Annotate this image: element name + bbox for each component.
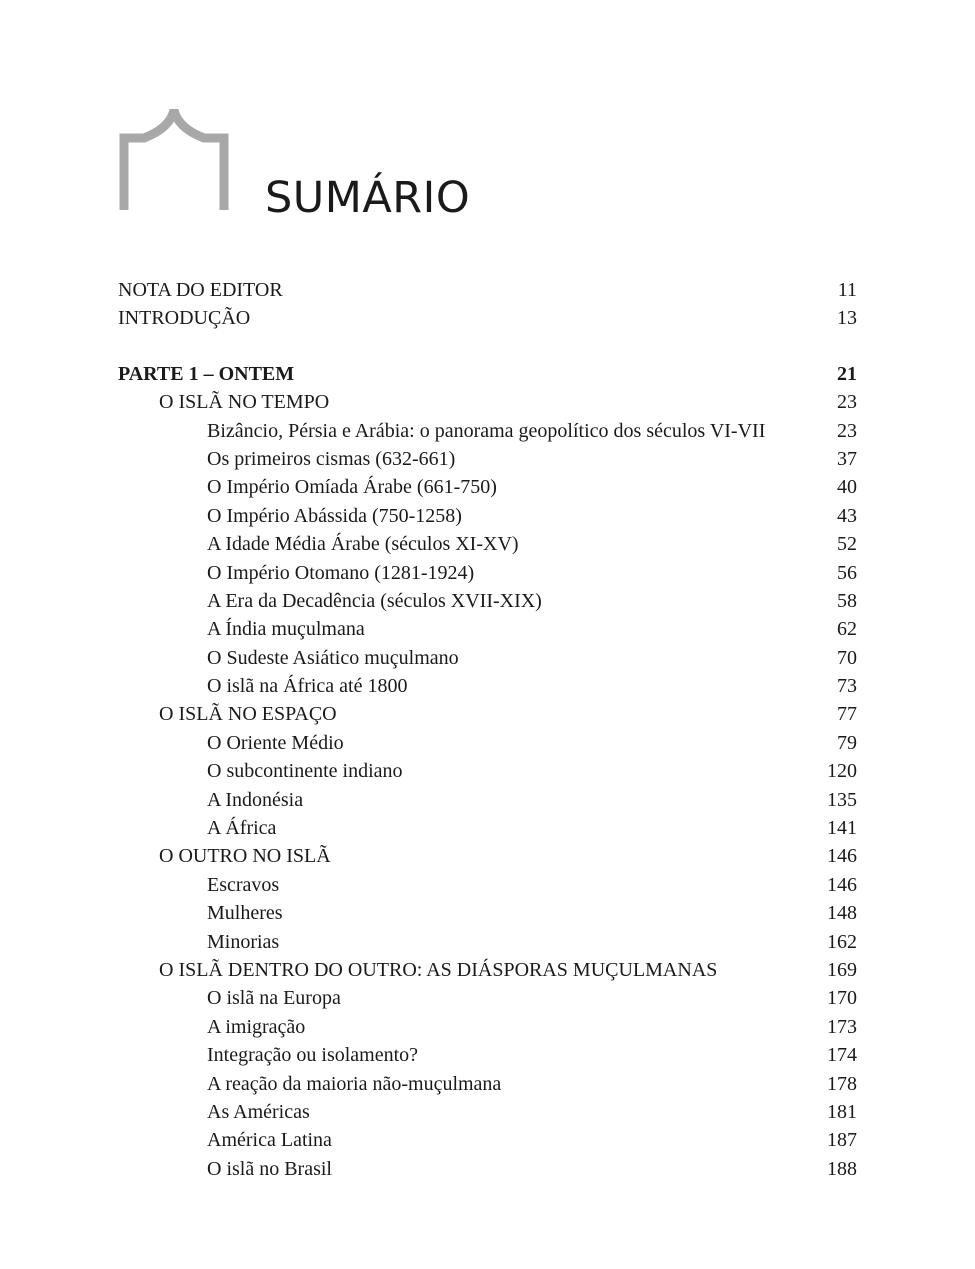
- toc-entry-label: INTRODUÇÃO: [118, 307, 251, 330]
- toc-page-number: 23: [837, 419, 857, 442]
- toc-section: [118, 956, 857, 984]
- toc-entry-label: PARTE 1 – ONTEM: [118, 362, 295, 385]
- toc-entry-label: A África: [207, 817, 277, 840]
- toc-entry-label: Mulheres: [207, 902, 283, 925]
- toc-page-number: 187: [827, 1129, 857, 1152]
- toc-entry-label: O ISLÃ NO ESPAÇO: [159, 703, 337, 726]
- toc-entry-label: Bizâncio, Pérsia e Arábia: o panorama geopolítico dos séculos VI-VII: [207, 419, 766, 442]
- toc-subsection: [118, 984, 857, 1012]
- toc-subsection: [118, 644, 857, 672]
- toc-subsection: [118, 1155, 857, 1183]
- toc-subsection: [118, 559, 857, 587]
- toc-part-heading: [118, 360, 857, 388]
- toc-subsection: [118, 1098, 857, 1126]
- toc-entry-label: O Oriente Médio: [207, 731, 344, 754]
- arch-icon: [118, 104, 236, 212]
- toc-page-number: 73: [837, 675, 857, 698]
- toc-entry-label: O Império Otomano (1281-1924): [207, 561, 475, 584]
- toc-page-number: 58: [837, 589, 857, 612]
- toc-page-number: 174: [827, 1044, 857, 1067]
- toc-entry-label: A imigração: [207, 1015, 306, 1038]
- toc-subsection: [118, 729, 857, 757]
- toc-entry-label: O Império Abássida (750-1258): [207, 504, 462, 527]
- toc-entry: [118, 276, 857, 304]
- toc-page-number: 188: [827, 1157, 857, 1180]
- toc-subsection: [118, 1070, 857, 1098]
- toc-page-number: 120: [827, 760, 857, 783]
- toc-entry-label: O OUTRO NO ISLÃ: [159, 845, 331, 868]
- toc-page-number: 162: [827, 930, 857, 953]
- toc-subsection: [118, 615, 857, 643]
- toc-page-number: 148: [827, 902, 857, 925]
- toc-entry-label: Minorias: [207, 930, 280, 953]
- toc-entry-label: A Era da Decadência (séculos XVII-XIX): [207, 589, 542, 612]
- toc-page-number: 77: [837, 703, 857, 726]
- toc-subsection: [118, 871, 857, 899]
- toc-entry-label: Integração ou isolamento?: [207, 1044, 419, 1067]
- toc-subsection: [118, 899, 857, 927]
- toc-entry-label: O islã na Europa: [207, 987, 341, 1010]
- toc-page-number: 181: [827, 1100, 857, 1123]
- toc-entry-label: NOTA DO EDITOR: [118, 279, 283, 301]
- toc-entry-label: O islã no Brasil: [207, 1157, 332, 1180]
- toc-subsection: [118, 445, 857, 473]
- toc-entry-label: As Américas: [207, 1100, 310, 1123]
- toc-page-number: 135: [827, 788, 857, 811]
- toc-subsection: [118, 814, 857, 842]
- toc-entry-label: A Indonésia: [207, 788, 304, 811]
- toc-page-number: 169: [827, 958, 857, 981]
- toc-entry-label: O Sudeste Asiático muçulmano: [207, 646, 459, 669]
- toc-page-number: 178: [827, 1072, 857, 1095]
- toc-page-number: 37: [837, 447, 857, 470]
- toc-entry-label: O Império Omíada Árabe (661-750): [207, 476, 497, 499]
- section-spacer: [118, 333, 857, 360]
- toc-page-number: 23: [837, 391, 857, 414]
- toc-page-number: 43: [837, 504, 857, 527]
- toc-section: [118, 842, 857, 870]
- toc-page-number: 21: [837, 362, 857, 385]
- toc-subsection: [118, 1041, 857, 1069]
- page-title: SUMÁRIO: [265, 173, 471, 223]
- toc-subsection: [118, 502, 857, 530]
- toc-subsection: [118, 1013, 857, 1041]
- toc-subsection: [118, 587, 857, 615]
- toc-page-number: 170: [827, 987, 857, 1010]
- toc-entry-label: América Latina: [207, 1129, 332, 1152]
- toc-entry-label: Os primeiros cismas (632-661): [207, 447, 456, 470]
- table-of-contents: [118, 276, 857, 1183]
- toc-page-number: 52: [837, 533, 857, 556]
- toc-page-number: 146: [827, 873, 857, 896]
- toc-entry: [118, 304, 857, 332]
- toc-page-number: 173: [827, 1015, 857, 1038]
- toc-page-number: 40: [837, 476, 857, 499]
- toc-page-number: 141: [827, 817, 857, 840]
- toc-entry-label: Escravos: [207, 873, 280, 896]
- toc-section: [118, 388, 857, 416]
- toc-page-number: 62: [837, 618, 857, 641]
- toc-subsection: [118, 473, 857, 501]
- toc-subsection: [118, 786, 857, 814]
- toc-entry-label: O ISLÃ DENTRO DO OUTRO: AS DIÁSPORAS MUÇULMANAS: [159, 958, 718, 981]
- toc-page-number: 146: [827, 845, 857, 868]
- toc-entry-label: O islã na África até 1800: [207, 675, 408, 698]
- toc-entry-label: O subcontinente indiano: [207, 760, 403, 783]
- toc-entry-label: A reação da maioria não-muçulmana: [207, 1072, 502, 1095]
- toc-subsection: [118, 417, 857, 445]
- toc-page-number: 56: [837, 561, 857, 584]
- toc-page-number: 13: [837, 307, 857, 330]
- toc-entry-label: O ISLÃ NO TEMPO: [159, 391, 330, 414]
- toc-subsection: [118, 672, 857, 700]
- toc-page-number: 70: [837, 646, 857, 669]
- toc-subsection: [118, 928, 857, 956]
- toc-subsection: [118, 530, 857, 558]
- toc-section: [118, 700, 857, 728]
- toc-subsection: [118, 757, 857, 785]
- toc-entry-label: A Idade Média Árabe (séculos XI-XV): [207, 533, 519, 556]
- toc-entry-label: A Índia muçulmana: [207, 618, 365, 641]
- toc-page-number: 79: [837, 731, 857, 754]
- toc-page-number: 11: [837, 279, 857, 301]
- toc-subsection: [118, 1126, 857, 1154]
